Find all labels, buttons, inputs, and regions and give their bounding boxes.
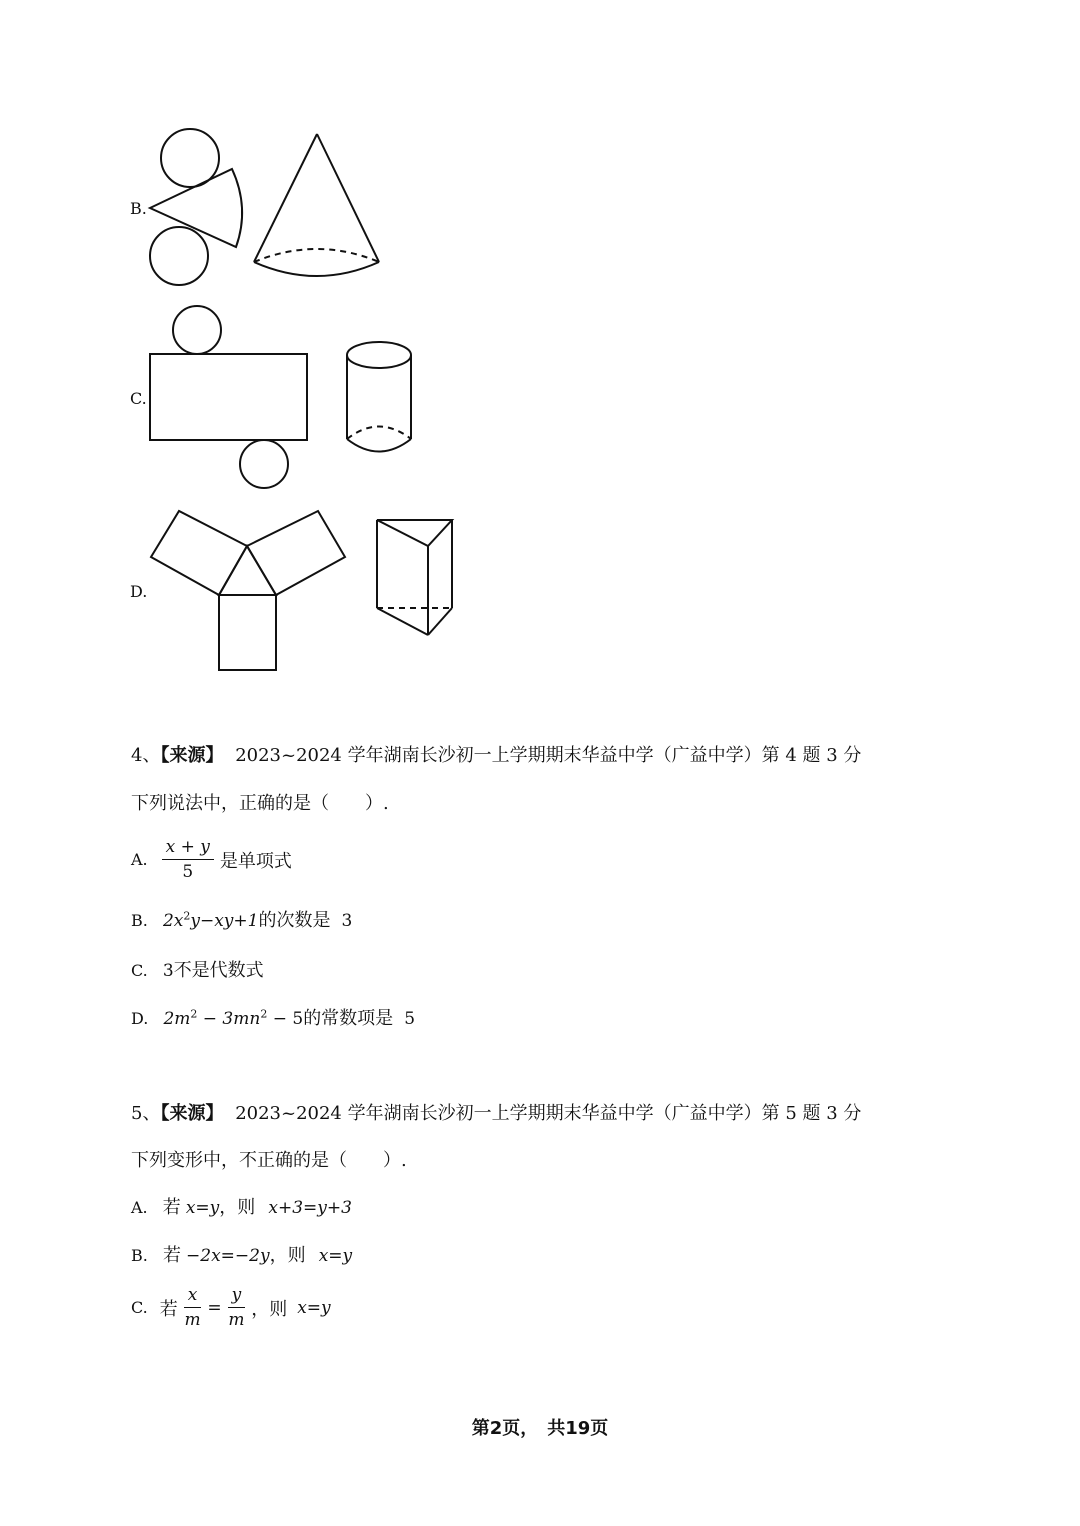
q4-d-value: 5: [404, 1009, 416, 1029]
q4-c-label: C.: [131, 961, 148, 980]
q5-a-condition: x=y: [185, 1198, 220, 1218]
q4-b-text: 的次数是: [258, 910, 331, 931]
q4-b-expr-b: y−xy+1: [190, 911, 259, 931]
q4-option-b[interactable]: [131, 906, 352, 932]
q4-source-tag: 【来源】: [160, 745, 224, 766]
q5-c-num1: x: [184, 1284, 202, 1308]
q4-option-a[interactable]: [131, 836, 292, 883]
q5-c-if: 若: [159, 1298, 178, 1320]
q5-option-a[interactable]: [131, 1193, 352, 1219]
q4-d-expr-b: − 3mn: [197, 1009, 261, 1029]
q5-option-c[interactable]: [131, 1284, 331, 1331]
q5-b-label: B.: [131, 1246, 148, 1265]
q5-b-condition: −2x=−2y: [186, 1246, 270, 1266]
q4-b-label: B.: [131, 911, 148, 930]
q4-a-label: A.: [131, 850, 148, 869]
q5-c-fraction-right: [228, 1284, 246, 1331]
q4-b-value: 3: [341, 911, 353, 931]
q5-source: 2023~2024 学年湖南长沙初一上学期期末华益中学（广益中学）第 5 题 3 分: [235, 1103, 862, 1124]
q5-option-b[interactable]: [131, 1241, 352, 1267]
option-b-cone: [254, 134, 379, 276]
option-d-prism-net: [151, 511, 345, 670]
q4-c-text: 不是代数式: [173, 960, 264, 981]
option-c-label: C.: [130, 389, 147, 408]
q4-option-c[interactable]: [131, 956, 264, 982]
q4-d-sup1: 2: [190, 1007, 198, 1021]
option-c-cylinder: [347, 342, 411, 452]
q5-source-tag: 【来源】: [160, 1103, 224, 1124]
q4-d-expr-a: 2m: [163, 1009, 191, 1029]
q4-d-expr-c: − 5: [267, 1009, 304, 1029]
q5-a-if: 若: [162, 1197, 181, 1218]
q5-header: [131, 1099, 861, 1125]
q4-stem: 下列说法中，正确的是（ ）.: [131, 793, 389, 814]
option-b-label: B.: [130, 199, 147, 218]
q5-stem: 下列变形中，不正确的是（ ）.: [131, 1150, 407, 1171]
q4-a-denominator: 5: [182, 862, 194, 882]
q5-c-den2: m: [228, 1310, 245, 1330]
q4-a-numerator: x + y: [162, 836, 214, 860]
q5-c-equals: =: [207, 1297, 222, 1318]
q4-b-expr-a: 2x: [162, 911, 184, 931]
q5-b-if: 若: [162, 1245, 181, 1266]
page-footer: 第2页， 共19页: [471, 1418, 609, 1439]
q4-d-sup2: 2: [260, 1007, 268, 1021]
q5-c-den1: m: [184, 1310, 201, 1330]
q4-number: 4、: [131, 745, 161, 766]
q5-c-label: C.: [131, 1298, 148, 1317]
q4-source: 2023~2024 学年湖南长沙初一上学期期末华益中学（广益中学）第 4 题 3 分: [235, 745, 862, 766]
option-d-label: D.: [130, 582, 148, 601]
q4-a-fraction: [162, 836, 214, 883]
q5-a-then: ，则: [219, 1197, 256, 1218]
q5-a-result: x+3=y+3: [268, 1198, 352, 1218]
option-d-triangular-prism: [377, 520, 452, 635]
q4-option-d[interactable]: [131, 1004, 415, 1030]
q5-c-num2: y: [228, 1284, 246, 1308]
option-c-cylinder-net: [150, 306, 307, 488]
q4-b-sup: 2: [183, 909, 191, 923]
q4-a-text: 是单项式: [219, 850, 292, 872]
q5-b-result: x=y: [318, 1246, 353, 1266]
q4-d-label: D.: [131, 1009, 149, 1028]
option-b-cone-net: [150, 129, 242, 285]
q5-c-then: ，则: [251, 1298, 288, 1320]
q4-c-value: 3: [162, 961, 174, 981]
q5-a-label: A.: [131, 1198, 148, 1217]
figures-svg: [0, 0, 1080, 700]
q4-header: [131, 741, 861, 767]
q4-d-text: 的常数项是: [303, 1008, 394, 1029]
q5-c-result: x=y: [297, 1297, 331, 1318]
q5-c-fraction-left: [184, 1284, 202, 1331]
q5-b-then: ，则: [269, 1245, 306, 1266]
q5-number: 5、: [131, 1103, 161, 1124]
